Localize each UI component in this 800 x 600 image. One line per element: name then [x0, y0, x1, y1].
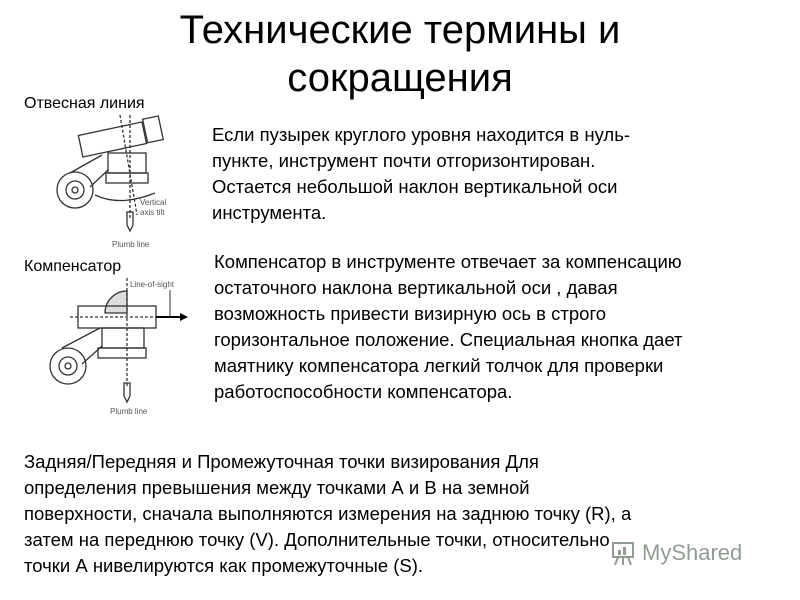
text-line: пункте, инструмент почти отгоризонтирован.: [212, 150, 596, 171]
text-line: возможность привести визирную ось в строго: [214, 303, 607, 324]
line-of-sight-caption: Line-of-sight: [130, 280, 175, 289]
text-line: поверхности, сначала выполняются измерения на заднюю точку (R), а: [24, 503, 632, 524]
text-line: затем на переднюю точку (V). Дополнительные точки, относительно: [24, 529, 610, 550]
paragraph-sighting-points: [24, 448, 631, 578]
slide-title: [0, 6, 800, 102]
presentation-board-icon: [610, 540, 636, 566]
text-line: точки А нивелируются как промежуточные (S).: [24, 555, 424, 576]
text-line: работоспособности компенсатора.: [214, 381, 513, 402]
paragraph-bubble-level: [212, 122, 630, 226]
text-line: Если пузырек круглого уровня находится в нуль-: [212, 124, 631, 145]
tilt-label-2: axis tilt: [140, 208, 165, 217]
title-line: сокращения: [287, 56, 513, 100]
compensator-diagram: [30, 278, 190, 418]
text-line: Задняя/Передняя и Промежуточная точки визирования Для: [24, 451, 539, 472]
text-line: остаточного наклона вертикальной оси , давая: [214, 277, 618, 298]
title-line: Технические термины и: [179, 8, 621, 52]
plumb-line-caption: Plumb line: [112, 240, 150, 249]
paragraph-compensator: [214, 248, 682, 404]
text-line: определения превышения между точками А и В на земной: [24, 477, 530, 498]
tilt-label-1: Vertical: [140, 198, 167, 207]
watermark-text: MyShared: [642, 540, 743, 565]
watermark-logo: [610, 540, 742, 566]
text-line: Остается небольшой наклон вертикальной оси: [212, 176, 618, 197]
text-line: горизонтальное положение. Специальная кнопка дает: [214, 329, 683, 350]
text-line: маятнику компенсатора легкий толчок для проверки: [214, 355, 664, 376]
text-line: инструмента.: [212, 202, 327, 223]
compensator-label: Компенсатор: [24, 258, 122, 275]
plumb-line-diagram: [40, 115, 190, 255]
text-line: Компенсатор в инструменте отвечает за компенсацию: [214, 251, 682, 272]
plumb-line-caption: Plumb line: [110, 407, 148, 416]
plumb-line-label: Отвесная линия: [24, 95, 145, 112]
